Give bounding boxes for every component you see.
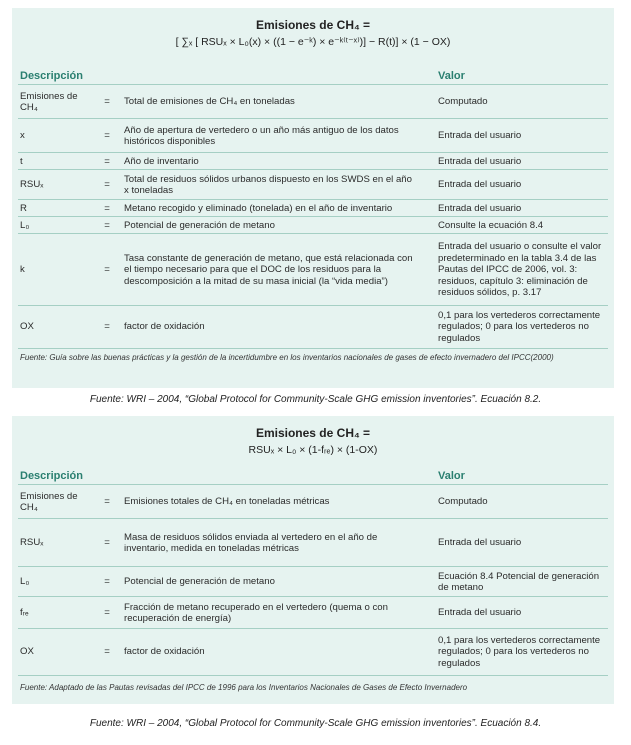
row-description: Emisiones totales de CH₄ en toneladas métricas bbox=[124, 496, 330, 508]
table-row bbox=[18, 305, 608, 349]
row-value: Entrada del usuario bbox=[438, 130, 522, 142]
row-value: Entrada del usuario bbox=[438, 179, 522, 191]
row-symbol: L₀ bbox=[20, 576, 30, 588]
row-equals: = bbox=[104, 130, 110, 142]
table-row bbox=[18, 628, 608, 676]
row-equals: = bbox=[104, 264, 110, 276]
equation-table-8-2 bbox=[12, 8, 614, 388]
row-symbol: k bbox=[20, 264, 25, 276]
figure-caption: Fuente: WRI – 2004, “Global Protocol for Community-Scale GHG emission inventories”. Ecuación 8.4. bbox=[89, 718, 542, 729]
row-description: Año de apertura de vertedero o un año más antiguo de los datos históricos disponibles bbox=[124, 124, 399, 147]
table-row bbox=[18, 84, 608, 119]
table-row bbox=[18, 118, 608, 153]
table-row bbox=[18, 152, 608, 170]
figure-caption: Fuente: WRI – 2004, “Global Protocol for Community-Scale GHG emission inventories”. Ecuación 8.2. bbox=[89, 394, 542, 405]
row-equals: = bbox=[104, 179, 110, 191]
equation-formula: RSUₓ × L₀ × (1-fᵣₑ) × (1-OX) bbox=[248, 444, 378, 456]
row-equals: = bbox=[104, 646, 110, 658]
row-symbol: OX bbox=[20, 646, 34, 658]
row-value: Entrada del usuario bbox=[438, 155, 522, 167]
row-symbol: t bbox=[20, 155, 23, 167]
table-row bbox=[18, 169, 608, 200]
row-description: Total de emisiones de CH₄ en toneladas bbox=[124, 96, 295, 108]
column-header-value: Valor bbox=[438, 470, 465, 482]
row-symbol: OX bbox=[20, 321, 34, 333]
row-symbol: x bbox=[20, 130, 25, 142]
equation-title: Emisiones de CH₄ = bbox=[255, 18, 371, 32]
row-description: factor de oxidación bbox=[124, 646, 205, 658]
column-header-description: Descripción bbox=[20, 470, 83, 482]
row-description: factor de oxidación bbox=[124, 321, 205, 333]
equation-title: Emisiones de CH₄ = bbox=[255, 426, 371, 440]
row-value: Computado bbox=[438, 96, 488, 108]
row-value: Entrada del usuario bbox=[438, 537, 522, 549]
row-equals: = bbox=[104, 496, 110, 508]
table-row bbox=[18, 216, 608, 234]
row-symbol: fᵣₑ bbox=[20, 607, 29, 619]
table-row bbox=[18, 596, 608, 629]
row-symbol: L₀ bbox=[20, 219, 30, 231]
row-equals: = bbox=[104, 576, 110, 588]
row-symbol: Emisiones de CH₄ bbox=[20, 490, 78, 513]
equation-table-8-4 bbox=[12, 416, 614, 704]
row-description: Fracción de metano recuperado en el vertedero (quema o con recuperación de energía) bbox=[124, 601, 388, 624]
column-header-description: Descripción bbox=[20, 70, 83, 82]
table-row bbox=[18, 233, 608, 306]
row-symbol: RSUₓ bbox=[20, 537, 44, 549]
table-row bbox=[18, 484, 608, 519]
row-equals: = bbox=[104, 96, 110, 108]
row-value: 0,1 para los vertederos correctamente regulados; 0 para los vertederos no regulados bbox=[438, 309, 601, 344]
table-source-note: Fuente: Guía sobre las buenas prácticas y la gestión de la incertidumbre en los inventarios nacionales de gases de efecto invernadero del IPCC(2000) bbox=[20, 353, 554, 362]
row-description: Año de inventario bbox=[124, 155, 199, 167]
row-description: Potencial de generación de metano bbox=[124, 219, 275, 231]
column-header-value: Valor bbox=[438, 70, 465, 82]
row-description: Masa de residuos sólidos enviada al vertedero en el año de inventario, medida en toneladas métricas bbox=[124, 531, 378, 554]
table-row bbox=[18, 566, 608, 597]
row-equals: = bbox=[104, 202, 110, 214]
row-equals: = bbox=[104, 537, 110, 549]
row-equals: = bbox=[104, 219, 110, 231]
row-symbol: RSUₓ bbox=[20, 179, 44, 191]
row-equals: = bbox=[104, 155, 110, 167]
table-row bbox=[18, 199, 608, 217]
row-symbol: Emisiones de CH₄ bbox=[20, 90, 78, 113]
row-equals: = bbox=[104, 607, 110, 619]
row-description: Metano recogido y eliminado (tonelada) en el año de inventario bbox=[124, 202, 393, 214]
row-description: Total de residuos sólidos urbanos dispuesto en los SWDS en el año x toneladas bbox=[124, 173, 412, 196]
row-value: Computado bbox=[438, 496, 488, 508]
row-value: Ecuación 8.4 Potencial de generación de metano bbox=[438, 570, 600, 593]
row-value: 0,1 para los vertederos correctamente regulados; 0 para los vertederos no regulados bbox=[438, 634, 601, 669]
row-value: Entrada del usuario bbox=[438, 202, 522, 214]
row-description: Potencial de generación de metano bbox=[124, 576, 275, 588]
row-value: Entrada del usuario o consulte el valor predeterminado en la tabla 3.4 de las Pautas del IPCC de 2006, vol. 3: residuos, capítulo 3: eliminación de residuos sólidos, p. 3.17 bbox=[438, 241, 602, 299]
equation-formula: [ ∑ₓ [ RSUₓ × L₀(x) × ((1 − e⁻ᵏ) × e⁻ᵏ⁽ᵗ⁻ˣ⁾)] − R(t)] × (1 − OX) bbox=[175, 36, 451, 48]
row-description: Tasa constante de generación de metano, que está relacionada con el tiempo necesario para que el DOC de los residuos para la descomposición a la mitad de su masa inicial (la “vida media”) bbox=[124, 252, 413, 287]
row-value: Consulte la ecuación 8.4 bbox=[438, 219, 544, 231]
table-row bbox=[18, 518, 608, 567]
row-value: Entrada del usuario bbox=[438, 607, 522, 619]
row-symbol: R bbox=[20, 202, 27, 214]
row-equals: = bbox=[104, 321, 110, 333]
table-source-note: Fuente: Adaptado de las Pautas revisadas del IPCC de 1996 para los Inventarios Nacionales de Gases de Efecto Invernadero bbox=[20, 683, 468, 692]
